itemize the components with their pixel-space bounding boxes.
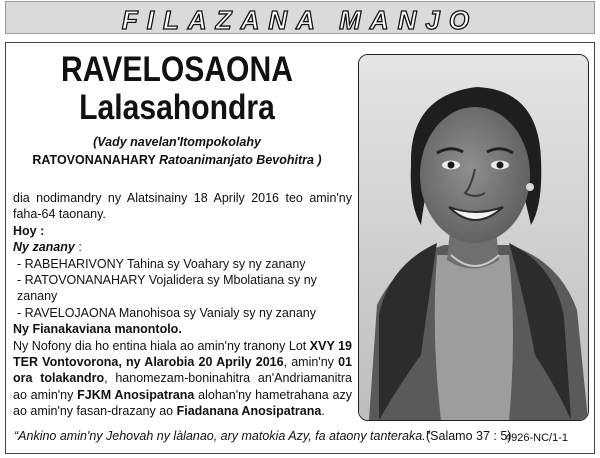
family-signature: Ny Fianakaviana manontolo. xyxy=(13,322,182,337)
child-item: - RABEHARIVONY Tahina sy Voahary sy ny zanany xyxy=(17,256,306,271)
notice-body xyxy=(13,190,352,420)
child-item: - RATOVONANAHARY Vojalidera sy Mbolatiana sy ny zanany xyxy=(17,273,317,304)
spouse-note: (Vady navelan'Itompokolahy xyxy=(93,135,261,149)
notice-code: 4926-NC/1-1 xyxy=(505,432,568,444)
funeral-text xyxy=(13,338,352,420)
funeral-text-part: , amin'ny xyxy=(283,355,339,370)
bible-reference: (Salamo 37 : 5) xyxy=(426,429,512,443)
spouse-surname: RATOVONANAHARY xyxy=(32,153,156,167)
portrait-photo xyxy=(358,54,589,421)
funeral-text-part: , hanomezam-boninahitra an'Andriamanitra ao amin'ny xyxy=(13,371,352,402)
intro-text: dia nodimandry ny Alatsinainy 18 Aprily 2016 teo amin'ny faha-64 taonany. xyxy=(13,191,352,222)
funeral-time: 01 ora tolakandro xyxy=(13,355,352,386)
deceased-given-name: Lalasahondra xyxy=(79,88,275,127)
spouse-name xyxy=(12,153,342,167)
child-item: - RAVELOJAONA Manohisoa sy Vanialy sy ny zanany xyxy=(17,305,316,320)
funeral-text-part: Ny Nofony dia ho entina hiala ao amin'ny tranony Lot xyxy=(13,338,310,353)
funeral-address: XVY 19 TER Vontovorona, ny Alarobia 20 Aprily 2016 xyxy=(13,338,352,370)
hoy-label: Hoy : xyxy=(13,223,45,238)
bible-quote: “Ankino amin'ny Jehovah ny làlanao, ary matokia Azy, fa ataony tanteraka.” xyxy=(14,429,430,443)
zanany-heading xyxy=(13,239,352,255)
funeral-text-part: alohan'ny hametrahana azy ao amin'ny fasan-drazany ao xyxy=(13,387,352,419)
funeral-church: FJKM Anosipatrana xyxy=(77,387,195,402)
portrait-illustration xyxy=(359,55,588,420)
deceased-surname: RAVELOSAONA xyxy=(61,50,293,89)
funeral-place: Fiadanana Anosipatrana xyxy=(176,404,322,419)
zanany-label: Ny zanany xyxy=(13,240,75,255)
header-banner xyxy=(5,1,595,34)
funeral-text-part: . xyxy=(321,404,325,419)
zanany-colon: : xyxy=(74,240,82,255)
spouse-given-name: Ratoanimanjato Bevohitra ) xyxy=(159,153,322,167)
banner-title: FILAZANA MANJO xyxy=(121,5,479,35)
